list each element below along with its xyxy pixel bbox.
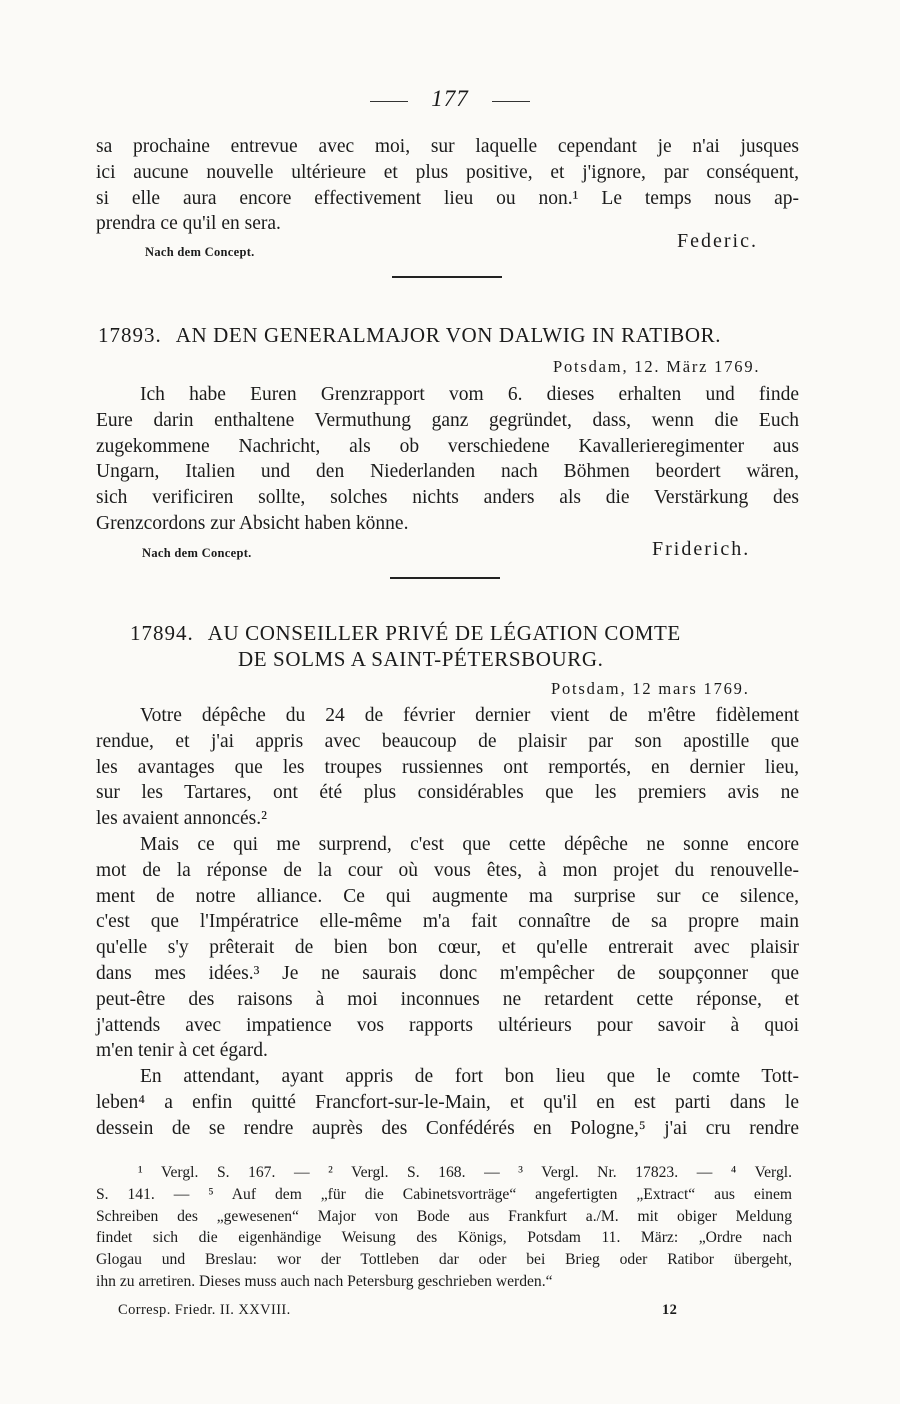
text-line: dans mes idées.³ Je ne saurais donc m'empêcher de soupçonner que bbox=[96, 962, 799, 984]
text-line: j'attends avec impatience vos rapports ultérieurs pour savoir à quoi bbox=[96, 1014, 799, 1036]
letter-number: 17893. bbox=[98, 323, 162, 347]
text-line: En attendant, ayant appris de fort bon lieu que le comte Tott- bbox=[140, 1066, 799, 1088]
signature-friderich: Friderich. bbox=[652, 538, 751, 560]
text-line: les avaient annoncés.² bbox=[96, 808, 267, 830]
letter-number: 17894. bbox=[130, 621, 194, 645]
page-number-dash-right bbox=[492, 101, 530, 102]
letter-title: AN DEN GENERALMAJOR VON DALWIG IN RATIBOR. bbox=[175, 323, 722, 347]
text-line: ment de notre alliance. Ce qui augmente ma surprise sur ce silence, bbox=[96, 885, 799, 907]
text-line: Mais ce qui me surprend, c'est que cette dépêche ne sonne encore bbox=[140, 833, 799, 855]
text-line: Votre dépêche du 24 de février dernier vient de m'être fidèlement bbox=[140, 705, 799, 726]
footnote-line: ¹ Vergl. S. 167. — ² Vergl. S. 168. — ³ Vergl. Nr. 17823. — ⁴ Vergl. bbox=[138, 1164, 792, 1181]
text-line: Eure darin enthaltene Vermuthung ganz gegründet, dass, wenn die Euch bbox=[96, 409, 799, 431]
previous-letter-continuation bbox=[96, 134, 799, 237]
letter-date: Potsdam, 12 mars 1769. bbox=[551, 679, 750, 698]
text-line: rendue, et j'ai appris avec beaucoup de plaisir par son apostille que bbox=[96, 730, 799, 752]
footnote-line: Schreiben des „gewesenen“ Major von Bode aus Frankfurt a./M. mit obiger Meldung bbox=[96, 1207, 792, 1225]
text-line: Ich habe Euren Grenzrapport vom 6. dieses erhalten und finde bbox=[140, 384, 799, 405]
letter-date: Potsdam, 12. März 1769. bbox=[553, 357, 761, 376]
source-note: Nach dem Concept. bbox=[142, 546, 252, 560]
text-line: sur les Tartares, ont été plus considérables que les premiers avis ne bbox=[96, 782, 799, 804]
section-divider bbox=[390, 577, 500, 579]
section-divider bbox=[392, 276, 502, 278]
text-line: c'est que l'Impératrice elle-même m'a fait connaître de sa propre main bbox=[96, 911, 799, 933]
letter-body-17894 bbox=[96, 703, 799, 1142]
footnotes bbox=[96, 1162, 792, 1293]
source-note: Nach dem Concept. bbox=[145, 245, 255, 259]
page-number: 177 bbox=[431, 86, 469, 111]
text-line: zugekommene Nachricht, als ob verschiedene Kavallerieregimenter aus bbox=[96, 435, 799, 457]
page-number-header bbox=[370, 86, 530, 116]
signature-federic: Federic. bbox=[677, 230, 758, 252]
text-line: leben⁴ a enfin quitté Francfort-sur-le-Main, et qu'il en est parti dans le bbox=[96, 1091, 799, 1113]
text-line: ici aucune nouvelle ultérieure et plus positive, et j'ignore, par conséquent, bbox=[96, 161, 799, 183]
text-line: mot de la réponse de la cour où vous êtes, à mon projet du renouvelle- bbox=[96, 859, 799, 881]
text-line: sich verificiren sollte, solches nichts anders als die Verstärkung des bbox=[96, 487, 799, 509]
text-line: dessein de se rendre auprès des Confédérés en Pologne,⁵ j'ai cru rendre bbox=[96, 1117, 799, 1139]
signature-mark-right: 12 bbox=[662, 1302, 678, 1318]
text-line: si elle aura encore effectivement lieu ou non.¹ Le temps nous ap- bbox=[96, 187, 799, 209]
footnote-line: S. 141. — ⁵ Auf dem „für die Cabinetsvorträge“ angefertigten „Extract“ aus einem bbox=[96, 1185, 792, 1203]
letter-body-17893 bbox=[96, 382, 799, 537]
signature-mark-left: Corresp. Friedr. II. XXVIII. bbox=[118, 1302, 291, 1318]
text-line: m'en tenir à cet égard. bbox=[96, 1040, 268, 1062]
footnote-line: ihn zu arretiren. Dieses muss auch nach Petersburg geschrieben werden.“ bbox=[96, 1272, 553, 1290]
text-line: sa prochaine entrevue avec moi, sur laquelle cependant je n'ai jusques bbox=[96, 136, 799, 157]
footnote-line: findet sich die eigenhändige Weisung des Königs, Potsdam 11. März: „Ordre nach bbox=[96, 1229, 792, 1247]
letter-title: AU CONSEILLER PRIVÉ DE LÉGATION COMTE bbox=[207, 621, 681, 645]
text-line: les avantages que les troupes russiennes ont remportés, en dernier lieu, bbox=[96, 756, 799, 778]
text-line: qu'elle s'y prêterait de bien bon cœur, et qu'elle entrerait avec plaisir bbox=[96, 937, 799, 959]
text-line: peut-être des raisons à moi inconnues ne retardent cette réponse, et bbox=[96, 988, 799, 1010]
letter-heading-17893 bbox=[98, 323, 721, 348]
text-line: Ungarn, Italien und den Niederlanden nach Böhmen beordert wären, bbox=[96, 461, 799, 483]
letter-title-line-2: DE SOLMS A SAINT-PÉTERSBOURG. bbox=[238, 647, 604, 671]
text-line: Grenzcordons zur Absicht haben könne. bbox=[96, 512, 409, 534]
text-line: prendra ce qu'il en sera. bbox=[96, 213, 281, 235]
footnote-line: Glogau und Breslau: wor der Tottleben dar oder bei Brieg oder Ratibor übergeht, bbox=[96, 1251, 792, 1269]
letter-heading-17894 bbox=[130, 621, 681, 646]
